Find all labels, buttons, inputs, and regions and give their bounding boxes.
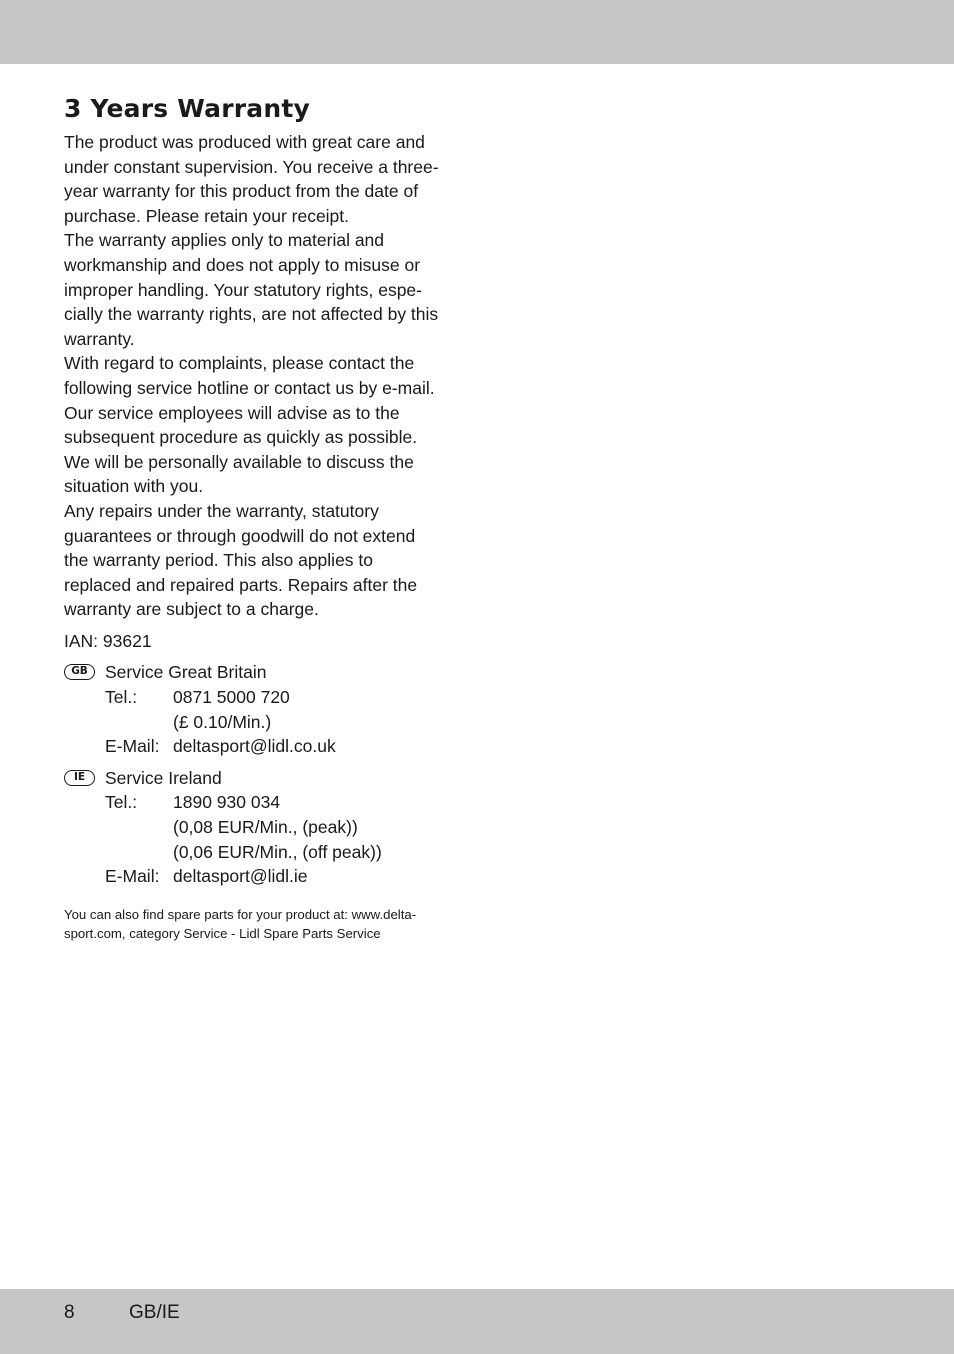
ian-number: IAN: 93621 [64, 630, 152, 651]
email-address: deltasport@lidl.ie [173, 866, 308, 887]
ie-country-badge-icon: IE [64, 770, 95, 786]
email-label: E-Mail: [105, 736, 160, 757]
page-number: 8 [64, 1302, 75, 1323]
header-band [0, 0, 954, 64]
email-address: deltasport@lidl.co.uk [173, 736, 336, 757]
email-row [64, 864, 464, 889]
gb-country-badge-icon: GB [64, 664, 95, 680]
call-rate-peak: (0,08 EUR/Min., (peak)) [173, 817, 358, 838]
tel-row [64, 685, 464, 710]
service-title: Service Ireland [105, 767, 222, 788]
language-code: GB/IE [129, 1302, 180, 1323]
tel-label: Tel.: [105, 792, 138, 813]
service-title: Service Great Britain [105, 662, 267, 683]
tel-number: 1890 930 034 [173, 792, 281, 813]
warranty-section [64, 93, 464, 943]
rate-row [64, 710, 464, 735]
tel-row [64, 790, 464, 815]
call-rate-off-peak: (0,06 EUR/Min., (off peak)) [173, 841, 382, 862]
tel-label: Tel.: [105, 687, 138, 708]
service-great-britain [64, 660, 464, 758]
rate-row [64, 840, 464, 865]
spare-parts-note: You can also find spare parts for your product at: www.delta-sport.com, category Service - Lidl Spare Parts Service [64, 906, 417, 941]
page-title: 3 Years Warranty [64, 94, 310, 123]
service-ireland [64, 766, 464, 889]
email-row [64, 734, 464, 759]
tel-number: 0871 5000 720 [173, 687, 290, 708]
rate-row [64, 815, 464, 840]
warranty-text: The product was produced with great care and under constant supervision. You receive a three- year warranty for this product from the date of purchase. Please retain your receipt. The warranty applies only to material and workmanship and does not apply to misuse or improper handling. Your statutory rights, espe- cially the warranty rights, are not affected by this warranty. With regard to complaints, please contact the following service hotline or contact us by e-mail. Our service employees will advise as to the subsequent procedure as quickly as possible. We will be personally available to discuss the situation with you. Any repairs under the warranty, statutory guarantees or through goodwill do not extend the warranty period. This also applies to replaced and repaired parts. Repairs after the warranty are subject to a charge. [64, 132, 439, 620]
call-rate: (£ 0.10/Min.) [173, 711, 272, 732]
email-label: E-Mail: [105, 866, 160, 887]
